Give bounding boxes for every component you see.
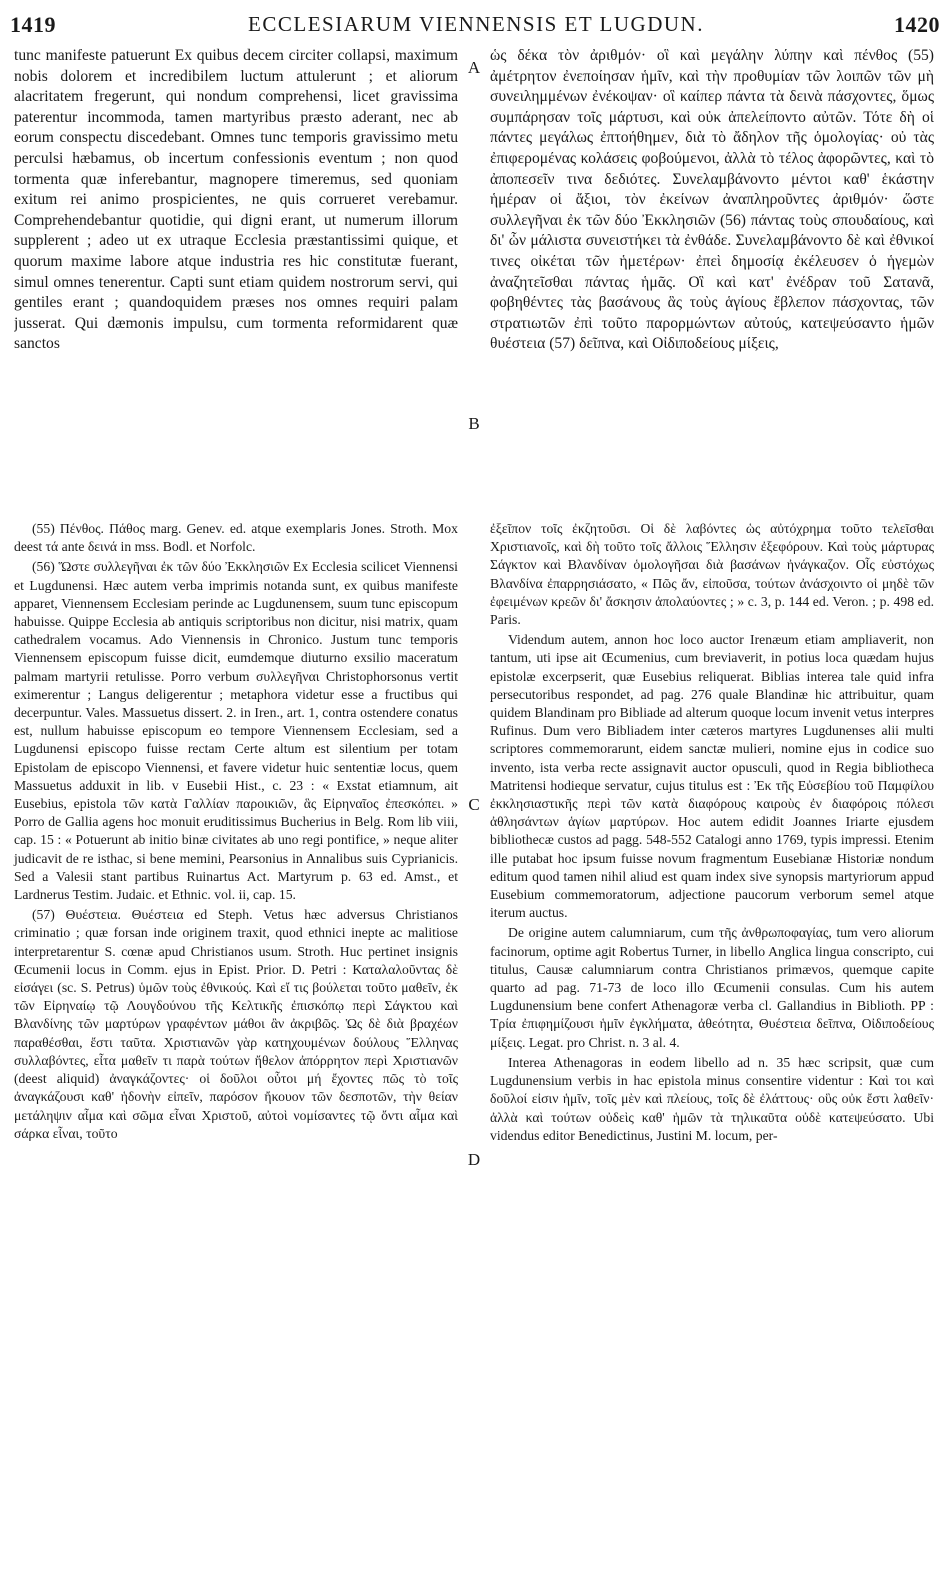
margin-letter-a: A (467, 58, 481, 77)
footnote-57-continued: ἐξεῖπον τοῖς ἐκζητοῦσι. Οἱ δὲ λαβόντες ὡς αὐτόχρημα τοῦτο τελεῖσθαι Χριστιανοῖς, καὶ δὴ τοῦτο τοῖς ἄλλοις Ἕλλησιν ἐξεφόρουν. Καὶ τοὺς μάρτυρας Σάγκτον καὶ Βλανδίναν ὁμολογῆσαι διὰ βασάνων ἠνάγκαζον. Οἷς εὐστόχως Βλανδίνα ἐπαρρησιάσατο, « Πῶς ἄν, εἰποῦσα, τούτων ἀνάσχοιντο οἱ μηδὲ τῶν ἐφειμένων κρεῶν δι' ἄσκησιν ἀπολαύοντες ; » c. 3, p. 144 ed. Veron. ; p. 498 ed. Paris. (490, 521, 934, 628)
margin-letter-c: C (468, 795, 480, 814)
margin-letter-d: D (467, 1150, 481, 1169)
footnote-55: (55) Πένθος. Πάθος marg. Genev. ed. atque exemplaris Jones. Stroth. Mox deest τά ante δεινά in mss. Bodl. et Norfolc. (14, 521, 458, 555)
footnote-57: (57) Θυέστεια. Θυέστεια ed Steph. Vetus hæc adversus Christianos criminatio ; quæ forsan inde originem traxit, quod ethnici inepte ac malitiose interpretarentur S. cœnæ apud Christianos usum. Stroth. Huc pertinet insignis Œcumenii locus in Comm. ejus in Epist. Prior. D. Petri : Καταλαλοῦντας δὲ εἰσάγει (sc. S. Petrus) ὑμῶν τοὺς ἐθνικούς. Καὶ εἴ τις βούλεται τοῦτο μαθεῖν, ἐκ τῶν Εἰρηναίῳ τῷ Λουγδούνου τῆς Κελτικῆς ἐπισκόπῳ περὶ Σάγκτου καὶ Βλανδίνης τῶν μαρτύρων γραφέντων μάθοι ἂν ἀκριβῶς. Ὡς δὲ διὰ βραχέων παραθέσθαι, ἔστι ταῦτα. Χριστιανῶν γὰρ κατηχουμένων δούλους Ἕλληνας συλλαβόντες, εἶτα μαθεῖν τι παρὰ τούτων ἤθελον ἀπόρρητον περὶ Χριστιανῶν (deest aliquid) ἀναγκάζοντες· οἱ δοῦλοι οὗτοι μή ἔχοντες πῶς τὸ τοῖς ἀναγκάζουσι καθ' ἡδονὴν εἰπεῖν, παρόσον ἤκουον τῶν δεσποτῶν, τὴν θείαν μετάληψιν αἷμα καὶ σῶμα εἶναι Χριστοῦ, αὐτοὶ νομίσαντες τῷ ὄντι αἷμα καὶ σάρκα εἶναι, τοῦτο (14, 907, 458, 1141)
commentary-paragraph-1: Videndum autem, annon hoc loco auctor Irenæum etiam ampliaverit, non tantum, uti ipse ait Œcumenius, cum breviaverit, in potius loca quædam hujus epistolæ excerpserit, quæ Eusebius reliquerat. Biblias interea tale quid infra persecutoribus respondet, ad pag. 276 quale Blandinæ hic attribuitur, quam quidem Blandinam pro Bibliade ad alterum quoque locum invenit vetus interpres Rufinus. Dum vero Bibliadem inter cæteros martyres Lugdunenses alii multi scriptores commemorarunt, eidem sanctæ mulieri, nomine ejus in codice suo invento, ista verba recte assignavit auctor opusculi, quod in Regia bibliotheca Matritensi hodieque servatur, cujus titulus est : Ἐκ τῆς Εὐσεβίου τοῦ Παμφίλου ἐκκλησιαστικῆς περὶ τῶν κατὰ διαφόρους καιροὺς ἐν διαφόροις πόλεσι ἀθλησάντων ἁγίων μαρτύρων. Hoc autem edidit Joannes Iriarte ejusdem bibliothecæ custos ad pagg. 548-552 Catalogi anno 1769, typis impressi. Etenim ille putabat hoc ipsum fuisse novum fragmentum Eusebianæ Historiæ nondum editum quod tamen nihil aliud est quam index sive synopsis martyriorum appud Eusebium commemoratorum, adjectione paucorum verborum semel atque iterum auctus. (490, 632, 934, 921)
right-column (490, 46, 934, 504)
commentary-paragraph-2: De origine autem calumniarum, cum τῆς ἀνθρωποφαγίας, tum vero aliorum facinorum, optime agit Robertus Turner, in libello Anglica lingua conscripto, cui titulus, Causæ calumniarum contra Christianos primævos, quemque capite quarto ad pag. 71-73 de loco illo Œcumenii consulas. Cum his autem Lugdunensium bene confert Athenagoræ verba cl. Gallandius in Biblioth. PP : Τρία ἐπιφημίζουσι ἡμῖν ἐγκλήματα, ἀθεότητα, Θυέστεια δεῖπνα, Οἰδιποδείους μίξεις. Legat. pro Christ. n. 3 al. 4. (490, 925, 934, 1050)
latin-paragraph: tunc manifeste patuerunt Ex quibus decem circiter collapsi, maximum nobis dolorem et incredibilem luctum attulerunt ; et aliorum alacritatem fregerunt, qui nondum comprehensi, licet gravissima paterentur incommoda, tamen martyribus præsto aderant, nec ab eorum conspectu discedebant. Omnes tunc temporis gravissimo metu perculsi hæbamus, ob incertum confessionis eventum ; non quod tormenta quæ inferebantur, magnopere timeremus, sed quoniam exitum rei animo prospicientes, ne quis corrueret verebamur. Comprehendebantur quotidie, qui digni erant, ut numerum illorum supplerent ; adeo ut ex utraque Ecclesia præstantissimi quique, et quorum maxime labore atque industria res hic constitutæ fuerant, simul omnes tenerentur. Capti sunt etiam quidem nostrorum servi, qui gentiles erant ; quandoquidem præses nos omnes requiri palam jusserat. Qui dæmonis impulsu, cum tormenta reformidarent quæ sanctos (14, 47, 458, 353)
right-page-number: 1420 (894, 12, 940, 37)
left-page-number: 1419 (10, 12, 56, 37)
footnote-56: (56) Ὥστε συλλεγῆναι ἐκ τῶν δύο Ἐκκλησιῶν Ex Ecclesia scilicet Viennensi et Lugdunensi. Hæc autem verba imprimis notanda sunt, ex quibus manifeste apparet, Viennensem Ecclesiam perinde ac Lugdunensem, suum tunc episcopum habuisse. Quippe Ecclesia ab antiquis scriptoribus non dicitur, nisi matrix, quam cathedralem vocamus. Ado Viennensis in Chronico. Justum tunc temporis Viennensem episcopum fuisse dicit, eumdemque diuturno exsilio maceratum palmam martyrii retulisse. Porro verbum συλλεγῆναι Christophorsonus vertit eximerentur ; Langus deligerentur ; metaphora videtur esse a fructibus qui decerpuntur. Vales. Massuetus dissert. 2. in Iren., art. 1, contra ostendere conatus est, nullum habuisse episcopum eo tempore Viennensem Ecclesiam, sed a Lugdunensi episcopo fuisse rectam Certe altum est silentium per totam Epistolam de episcopo Viennensi, et favere videtur huic sententiæ locus, quem Massuetus adduxit in lib. v Eusebii Hist., c. 23 : « Exstat etiamnum, ait Eusebius, epistola τῶν κατὰ Γαλλίαν παροικιῶν, ἃς Εἰρηναῖος ἐπεσκόπει. » Porro de Gallia agens hoc monuit eruditissimus Bucherius in Belg. Rom lib viii, cap. 15 : « Potuerunt ab initio binæ civitates ab uno regi pontifice, » neque aliter judicavit de re isthac, si bene memini, Pearsonius in Annalibus suis Cyprianicis. Sed a Valesii stant partibus Ruinartus Act. Martyrum p. 63 ed. Amst., et Lardnerus Testim. Judaic. et Ethnic. vol. ii, cap. 15. (14, 559, 458, 903)
page-header (0, 0, 952, 46)
margin-letter-b: B (468, 414, 480, 433)
left-column (14, 46, 458, 504)
left-footnotes (14, 520, 458, 1145)
commentary-paragraph-3: Interea Athenagoras in eodem libello ad n. 35 hæc scripsit, quæ cum Lugdunensium verbis in hac epistola minus consentire videntur : Καὶ τοι καὶ δοῦλοί εἰσιν ἡμῖν, τοῖς μὲν καὶ πλείους, τοῖς δὲ ἐλάττους· οὓς οὐκ ἔστι λαθεῖν· ἀλλὰ καὶ τούτων οὐδεὶς καθ' ἡμῶν τὰ τηλικαῦτα οὐδὲ κατεψεύσατο. Ubi videndus editor Benedictinus, Justini M. locum, per- (490, 1054, 934, 1143)
latin-main-text (14, 46, 458, 504)
greek-main-text (490, 46, 934, 504)
running-title: ECCLESIARUM VIENNENSIS ET LUGDUN. (248, 12, 704, 36)
greek-paragraph: ὡς δέκα τὸν ἀριθμόν· οἳ καὶ μεγάλην λύπην καὶ πένθος (55) ἀμέτρητον ἐνεποίησαν ἡμῖν, καὶ τὴν προθυμίαν τῶν λοιπῶν τῶν μὴ συνειλημμένων ἐνέκοψαν· οἳ καίπερ πάντα τὰ δεινὰ πάσχοντες, ὅμως συμπάρησαν τοῖς μάρτυσι, καὶ οὐκ ἀπελείποντο αὐτῶν. Τότε δὴ οἱ πάντες μεγάλως ἐπτοήθημεν, διὰ τὸ ἄδηλον τῆς ὁμολογίας· οὐ τὰς ἐπιφερομένας κολάσεις φοβούμενοι, ἀλλὰ τὸ τέλος ἀφορῶντες, καὶ τὸ ἀποπεσεῖν τινα δεδιότες. Συνελαμβάνοντο μέντοι καθ' ἑκάστην ἡμέραν οἱ ἄξιοι, τὸν ἐκείνων ἀναπληροῦντες ἀριθμόν· ὥστε συλλεγῆναι ἐκ τῶν δύο Ἐκκλησιῶν (56) πάντας τοὺς σπουδαίους, καὶ δι' ὧν μάλιστα συνειστήκει τὰ ἐνθάδε. Συνελαμβάνοντο δὲ καὶ ἐθνικοί τινες οἰκέται τῶν ἡμετέρων· ἐπεὶ δημοσίᾳ ἐκέλευσεν ὁ ἡγεμὼν ἀναζητεῖσθαι πάντας ἡμᾶς. Οἳ καὶ κατ' ἐνέδραν τοῦ Σατανᾶ, φοβηθέντες τὰς βασάνους ἃς τοὺς ἁγίους ἔβλεπον πάσχοντας, τῶν στρατιωτῶν ἐπὶ τοῦτο παρορμώντων αὐτούς, κατεψεύσαντο ἡμῶν θυέστεια (57) δεῖπνα, καὶ Οἰδιποδείους μίξεις, (490, 47, 934, 353)
right-footnotes (490, 520, 934, 1147)
